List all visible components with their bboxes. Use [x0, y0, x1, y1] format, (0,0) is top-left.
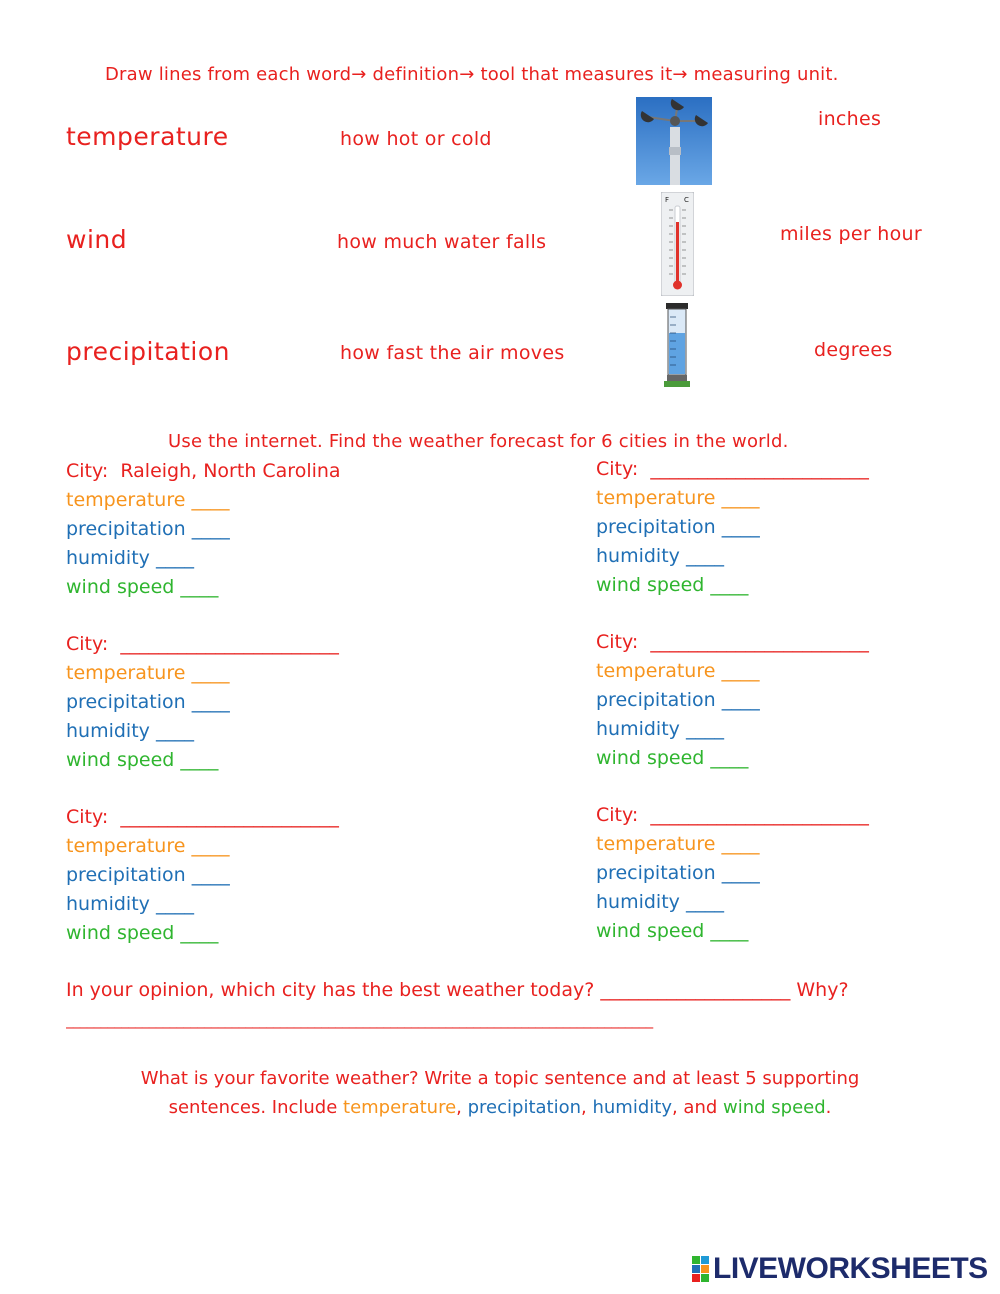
city-label: City: — [66, 806, 109, 828]
closing-line-1: What is your favorite weather? Write a topic sentence and at least 5 supporting — [140, 1068, 860, 1089]
opinion-answer-line[interactable]: _____________________________________________________________________________________ — [66, 1011, 653, 1029]
closing-comma: , — [581, 1097, 593, 1118]
definition-water-falls: how much water falls — [337, 231, 547, 253]
city-block-5 — [66, 803, 339, 948]
thermometer-image — [661, 192, 694, 296]
wind-speed-field[interactable]: wind speed ____ — [596, 574, 749, 596]
svg-text:F: F — [665, 196, 670, 204]
city-blank: _______________________ — [650, 804, 869, 826]
forecast-instructions: Use the internet. Find the weather forecast for 6 cities in the world. — [168, 431, 789, 452]
closing-precipitation: precipitation — [467, 1097, 582, 1118]
city-block-3 — [66, 630, 339, 775]
svg-text:C: C — [684, 196, 689, 204]
city-block-1 — [66, 457, 341, 602]
closing-comma: , — [456, 1097, 468, 1118]
city-blank: _______________________ — [120, 633, 339, 655]
definition-air-moves: how fast the air moves — [340, 342, 565, 364]
match-instructions: Draw lines from each word→ definition→ tool that measures it→ measuring unit. — [105, 64, 839, 85]
temperature-field[interactable]: temperature ____ — [66, 835, 230, 857]
city-line[interactable] — [596, 455, 869, 484]
closing-period: . — [825, 1097, 832, 1118]
humidity-field[interactable]: humidity ____ — [596, 545, 724, 567]
city-blank: _______________________ — [650, 458, 869, 480]
city-blank: _______________________ — [650, 631, 869, 653]
word-wind: wind — [66, 225, 128, 254]
closing-wind-speed: wind speed — [723, 1097, 826, 1118]
precipitation-field[interactable]: precipitation ____ — [596, 516, 760, 538]
city-label: City: — [596, 458, 639, 480]
closing-line-2 — [0, 1093, 1000, 1122]
anemometer-image — [636, 97, 712, 185]
temperature-field[interactable]: temperature ____ — [596, 487, 760, 509]
temperature-field[interactable]: temperature ____ — [596, 660, 760, 682]
unit-inches: inches — [818, 108, 882, 130]
city-line[interactable] — [596, 628, 869, 657]
humidity-field[interactable]: humidity ____ — [66, 720, 194, 742]
closing-temperature: temperature — [343, 1097, 457, 1118]
humidity-field[interactable]: humidity ____ — [66, 893, 194, 915]
precipitation-field[interactable]: precipitation ____ — [66, 691, 230, 713]
city-name: Raleigh, North Carolina — [120, 460, 341, 482]
wind-speed-field[interactable]: wind speed ____ — [596, 747, 749, 769]
temperature-field[interactable]: temperature ____ — [66, 662, 230, 684]
precipitation-field[interactable]: precipitation ____ — [596, 862, 760, 884]
humidity-field[interactable]: humidity ____ — [596, 718, 724, 740]
wind-speed-field[interactable]: wind speed ____ — [596, 920, 749, 942]
unit-degrees: degrees — [814, 339, 893, 361]
wind-speed-field[interactable]: wind speed ____ — [66, 922, 219, 944]
city-label: City: — [596, 804, 639, 826]
opinion-question[interactable]: In your opinion, which city has the best weather today? ____________________ Why? — [66, 979, 849, 1001]
temperature-field[interactable]: temperature ____ — [66, 489, 230, 511]
city-blank: _______________________ — [120, 806, 339, 828]
city-block-2 — [596, 455, 869, 600]
city-line[interactable] — [66, 630, 339, 659]
precipitation-field[interactable]: precipitation ____ — [596, 689, 760, 711]
closing-humidity: humidity — [592, 1097, 672, 1118]
city-line[interactable] — [596, 801, 869, 830]
city-label: City: — [596, 631, 639, 653]
city-line[interactable] — [66, 803, 339, 832]
precipitation-field[interactable]: precipitation ____ — [66, 864, 230, 886]
city-line[interactable] — [66, 457, 341, 486]
city-label: City: — [66, 633, 109, 655]
precipitation-field[interactable]: precipitation ____ — [66, 518, 230, 540]
word-temperature: temperature — [66, 122, 229, 151]
city-label: City: — [66, 460, 109, 482]
humidity-field[interactable]: humidity ____ — [596, 891, 724, 913]
temperature-field[interactable]: temperature ____ — [596, 833, 760, 855]
rain-gauge-image — [664, 303, 690, 387]
word-precipitation: precipitation — [66, 337, 230, 366]
definition-hot-cold: how hot or cold — [340, 128, 492, 150]
wind-speed-field[interactable]: wind speed ____ — [66, 749, 219, 771]
logo-text: LIVEWORKSHEETS — [713, 1252, 988, 1285]
city-block-4 — [596, 628, 869, 773]
city-block-6 — [596, 801, 869, 946]
unit-miles-per-hour: miles per hour — [780, 223, 923, 245]
closing-text: sentences. Include — [168, 1097, 344, 1118]
humidity-field[interactable]: humidity ____ — [66, 547, 194, 569]
closing-and: , and — [671, 1097, 724, 1118]
wind-speed-field[interactable]: wind speed ____ — [66, 576, 219, 598]
